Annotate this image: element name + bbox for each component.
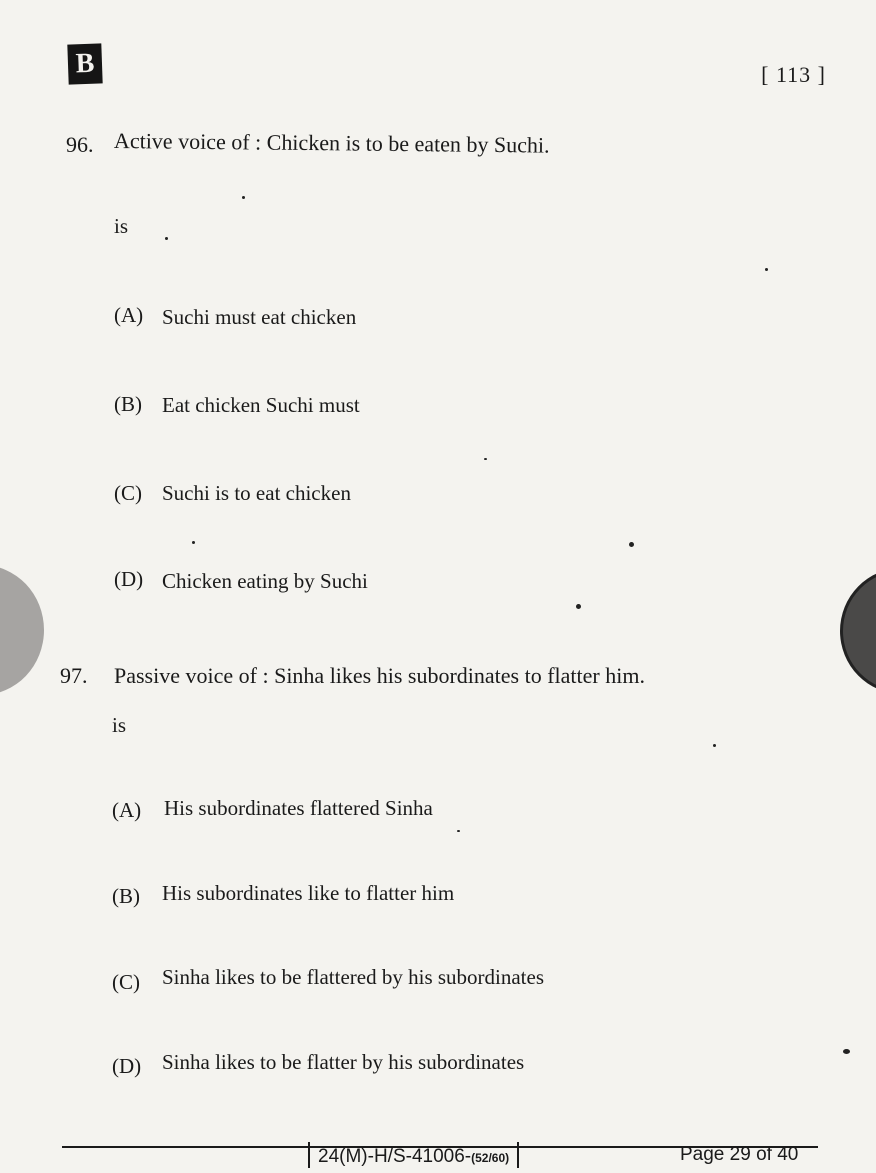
paper-code-suffix: (52/60)	[471, 1151, 510, 1165]
option-text: Sinha likes to be flattered by his subordinates	[162, 965, 545, 989]
scan-speck	[192, 541, 195, 544]
footer-page-label: Page 29 of 40	[680, 1144, 799, 1165]
scan-speck	[629, 542, 634, 547]
option-label: (B)	[112, 884, 140, 908]
option-label: (C)	[112, 970, 140, 994]
punch-hole-left	[0, 565, 44, 695]
question-96-number: 96.	[66, 132, 94, 157]
question-97-is: is	[112, 713, 127, 737]
option-text: His subordinates flattered Sinha	[164, 796, 433, 820]
question-96-is: is	[114, 214, 129, 238]
option-text: Sinha likes to be flatter by his subordinates	[162, 1050, 525, 1074]
option-text: Suchi must eat chicken	[162, 305, 357, 329]
paper-code: 24(M)-H/S-41006-	[318, 1146, 472, 1167]
option-label: (D)	[114, 567, 144, 591]
option-label: (A)	[114, 303, 144, 327]
scan-speck	[765, 268, 768, 271]
option-label: (D)	[112, 1054, 142, 1078]
page-number: [ 113 ]	[761, 62, 826, 87]
option-label: (C)	[114, 481, 142, 505]
option-text: Chicken eating by Suchi	[162, 569, 368, 593]
option-text: Suchi is to eat chicken	[162, 481, 351, 505]
option-label: (B)	[114, 392, 142, 416]
scan-speck	[484, 458, 487, 460]
scan-speck	[242, 196, 245, 199]
punch-hole-right	[840, 568, 876, 694]
option-text: His subordinates like to flatter him	[162, 881, 455, 905]
option-label: (A)	[112, 798, 142, 822]
scan-speck	[713, 744, 716, 747]
scan-speck	[457, 830, 460, 832]
question-96-text: Active voice of : Chicken is to be eaten by Suchi.	[113, 128, 550, 158]
scan-speck	[165, 237, 168, 240]
question-97-text: Passive voice of : Sinha likes his subordinates to flatter him.	[114, 663, 645, 688]
question-97-number: 97.	[60, 663, 88, 688]
scan-speck	[843, 1049, 850, 1054]
set-code-badge: B	[67, 43, 102, 84]
option-text: Eat chicken Suchi must	[162, 393, 360, 417]
scan-speck	[576, 604, 581, 609]
footer-paper-code	[308, 1142, 519, 1168]
